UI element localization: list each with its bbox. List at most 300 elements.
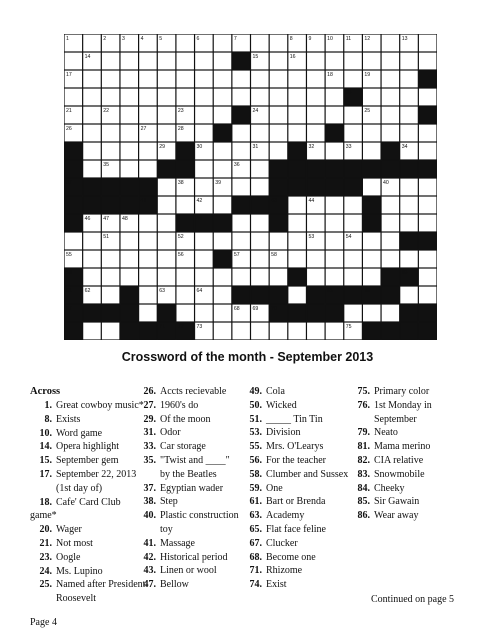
grid-cell[interactable] xyxy=(363,179,380,196)
grid-cell[interactable] xyxy=(177,197,194,214)
grid-cell[interactable] xyxy=(121,251,138,268)
cell-number: 19 xyxy=(364,72,371,79)
grid-cell[interactable] xyxy=(214,71,231,88)
grid-cell[interactable] xyxy=(121,269,138,286)
grid-cell[interactable] xyxy=(177,287,194,304)
clue-text: (1st day of) xyxy=(56,482,103,494)
clue-item xyxy=(348,495,488,509)
grid-cell[interactable] xyxy=(83,251,100,268)
grid-cell[interactable] xyxy=(382,215,399,232)
grid-cell[interactable] xyxy=(326,323,343,340)
clue-text: Exists xyxy=(56,413,81,425)
grid-cell[interactable] xyxy=(270,89,287,106)
grid-block xyxy=(307,179,324,196)
grid-block xyxy=(270,161,287,178)
grid-block xyxy=(326,161,343,178)
grid-cell[interactable] xyxy=(288,107,305,124)
clue-text: Bellow xyxy=(160,579,189,591)
grid-cell[interactable] xyxy=(419,215,436,232)
grid-cell[interactable] xyxy=(102,323,119,340)
clue-number: 82. xyxy=(357,454,370,466)
clue-text: Opera highlight xyxy=(56,441,120,453)
grid-cell[interactable] xyxy=(307,89,324,106)
grid-cell[interactable] xyxy=(288,323,305,340)
clue-item xyxy=(348,468,488,482)
grid-cell[interactable] xyxy=(382,107,399,124)
grid-cell[interactable] xyxy=(382,53,399,70)
grid-cell[interactable] xyxy=(288,215,305,232)
grid-cell[interactable] xyxy=(177,35,194,52)
grid-cell[interactable] xyxy=(83,233,100,250)
cell-number: 35 xyxy=(103,162,110,169)
grid-cell[interactable] xyxy=(214,287,231,304)
grid-cell[interactable] xyxy=(419,89,436,106)
grid-cell[interactable] xyxy=(419,35,436,52)
grid-cell[interactable] xyxy=(326,251,343,268)
grid-cell[interactable] xyxy=(344,305,361,322)
grid-cell[interactable] xyxy=(251,35,268,52)
grid-cell[interactable] xyxy=(214,233,231,250)
clue-number: 8. xyxy=(44,413,52,425)
grid-cell[interactable] xyxy=(382,71,399,88)
grid-cell[interactable] xyxy=(195,269,212,286)
clue-text: Mrs. O'Learys xyxy=(266,441,324,453)
grid-cell[interactable] xyxy=(251,215,268,232)
grid-cell[interactable] xyxy=(102,125,119,142)
cell-number: 23 xyxy=(177,108,184,115)
clue-number: 51. xyxy=(249,413,262,425)
grid-cell[interactable] xyxy=(83,71,100,88)
grid-block xyxy=(65,197,82,214)
grid-cell[interactable] xyxy=(326,143,343,160)
grid-cell[interactable] xyxy=(195,251,212,268)
grid-cell[interactable] xyxy=(288,233,305,250)
clue-number: 15. xyxy=(39,455,52,467)
grid-cell[interactable] xyxy=(102,143,119,160)
grid-block xyxy=(232,53,249,70)
grid-block xyxy=(363,161,380,178)
cell-number: 2 xyxy=(103,36,107,43)
grid-cell[interactable] xyxy=(363,269,380,286)
clue-number: 20. xyxy=(39,524,52,536)
clue-text: Cheeky xyxy=(374,482,405,494)
grid-cell[interactable] xyxy=(288,251,305,268)
clue-text: Ms. Lupino xyxy=(56,565,103,577)
grid-cell[interactable] xyxy=(400,179,417,196)
grid-cell[interactable] xyxy=(251,233,268,250)
grid-block xyxy=(65,323,82,340)
cell-number: 64 xyxy=(196,288,203,295)
grid-cell[interactable] xyxy=(121,89,138,106)
grid-cell[interactable] xyxy=(158,269,175,286)
grid-cell[interactable] xyxy=(177,305,194,322)
cell-number: 10 xyxy=(327,36,333,43)
clue-number: 79. xyxy=(357,427,370,439)
grid-cell[interactable] xyxy=(195,125,212,142)
clue-text: _____ Tin Tin xyxy=(266,413,323,425)
grid-cell[interactable] xyxy=(288,125,305,142)
cell-number: 7 xyxy=(233,36,237,43)
grid-cell[interactable] xyxy=(326,215,343,232)
grid-cell[interactable] xyxy=(158,107,175,124)
cell-number: 40 xyxy=(383,180,389,187)
grid-cell[interactable] xyxy=(251,179,268,196)
cell-number: 20 xyxy=(345,90,352,97)
grid-cell[interactable] xyxy=(270,143,287,160)
grid-cell[interactable] xyxy=(214,53,231,70)
grid-cell[interactable] xyxy=(326,233,343,250)
cell-number: 17 xyxy=(66,72,72,79)
clue-list xyxy=(0,385,495,610)
grid-cell[interactable] xyxy=(214,269,231,286)
grid-cell[interactable] xyxy=(195,107,212,124)
page-title: Crossword of the month - September 2013 xyxy=(121,350,374,364)
clue-text: Step xyxy=(160,496,178,508)
grid-cell[interactable] xyxy=(400,107,417,124)
grid-cell[interactable] xyxy=(158,71,175,88)
grid-cell[interactable] xyxy=(139,161,156,178)
clue-text: Division xyxy=(266,427,301,439)
grid-cell[interactable] xyxy=(251,89,268,106)
grid-cell[interactable] xyxy=(251,161,268,178)
clue-item xyxy=(348,440,488,454)
grid-block xyxy=(232,197,249,214)
cell-number: 70 xyxy=(271,306,277,313)
grid-cell[interactable] xyxy=(177,53,194,70)
grid-cell[interactable] xyxy=(400,197,417,214)
grid-cell[interactable] xyxy=(195,179,212,196)
grid-cell[interactable] xyxy=(102,287,119,304)
clue-text: Snowmobile xyxy=(374,468,425,480)
grid-cell[interactable] xyxy=(270,53,287,70)
grid-block xyxy=(288,161,305,178)
grid-cell[interactable] xyxy=(83,161,100,178)
grid-cell[interactable] xyxy=(326,197,343,214)
grid-cell[interactable] xyxy=(363,53,380,70)
grid-cell[interactable] xyxy=(344,269,361,286)
cell-number: 47 xyxy=(103,216,110,223)
grid-cell[interactable] xyxy=(307,125,324,142)
clue-text: Neato xyxy=(374,427,398,439)
grid-cell[interactable] xyxy=(382,125,399,142)
grid-cell[interactable] xyxy=(307,71,324,88)
grid-cell[interactable] xyxy=(270,71,287,88)
grid-cell[interactable] xyxy=(363,251,380,268)
grid-block xyxy=(382,161,399,178)
clue-item xyxy=(240,578,370,592)
grid-cell[interactable] xyxy=(307,269,324,286)
grid-cell[interactable] xyxy=(214,143,231,160)
grid-cell[interactable] xyxy=(232,215,249,232)
cell-number: 41 xyxy=(140,198,147,205)
cell-number: 71 xyxy=(159,324,166,331)
grid-cell[interactable] xyxy=(251,251,268,268)
grid-cell[interactable] xyxy=(419,143,436,160)
grid-cell[interactable] xyxy=(139,89,156,106)
grid-cell[interactable] xyxy=(102,53,119,70)
grid-cell[interactable] xyxy=(288,71,305,88)
grid-cell[interactable] xyxy=(270,125,287,142)
grid-cell[interactable] xyxy=(83,323,100,340)
grid-cell[interactable] xyxy=(214,305,231,322)
grid-cell[interactable] xyxy=(326,89,343,106)
grid-cell[interactable] xyxy=(139,233,156,250)
grid-cell[interactable] xyxy=(177,89,194,106)
grid-cell[interactable] xyxy=(65,233,82,250)
grid-cell[interactable] xyxy=(139,143,156,160)
clue-number: 53. xyxy=(249,427,262,439)
clue-text: Roosevelt xyxy=(56,593,96,605)
clue-number: 10. xyxy=(39,427,52,439)
grid-block xyxy=(83,305,100,322)
grid-cell[interactable] xyxy=(139,287,156,304)
grid-cell[interactable] xyxy=(307,323,324,340)
grid-cell[interactable] xyxy=(419,197,436,214)
clue-item xyxy=(240,551,370,565)
grid-cell[interactable] xyxy=(270,35,287,52)
grid-cell[interactable] xyxy=(382,233,399,250)
grid-cell[interactable] xyxy=(102,269,119,286)
grid-cell[interactable] xyxy=(214,197,231,214)
grid-cell[interactable] xyxy=(139,251,156,268)
grid-cell[interactable] xyxy=(419,125,436,142)
grid-cell[interactable] xyxy=(102,71,119,88)
grid-cell[interactable] xyxy=(419,287,436,304)
grid-cell[interactable] xyxy=(382,251,399,268)
grid-cell[interactable] xyxy=(382,305,399,322)
grid-block xyxy=(214,125,231,142)
grid-cell[interactable] xyxy=(139,269,156,286)
grid-cell[interactable] xyxy=(195,89,212,106)
grid-cell[interactable] xyxy=(195,305,212,322)
grid-block xyxy=(214,251,231,268)
grid-block xyxy=(177,143,194,160)
grid-block xyxy=(326,125,343,142)
grid-cell[interactable] xyxy=(158,251,175,268)
grid-cell[interactable] xyxy=(232,125,249,142)
grid-cell[interactable] xyxy=(400,71,417,88)
grid-cell[interactable] xyxy=(158,53,175,70)
clue-number: 55. xyxy=(249,441,262,453)
grid-cell[interactable] xyxy=(344,197,361,214)
grid-cell[interactable] xyxy=(195,53,212,70)
grid-cell[interactable] xyxy=(65,53,82,70)
grid-cell[interactable] xyxy=(214,107,231,124)
grid-cell[interactable] xyxy=(83,107,100,124)
grid-cell[interactable] xyxy=(195,233,212,250)
grid-cell[interactable] xyxy=(177,269,194,286)
grid-cell[interactable] xyxy=(270,269,287,286)
grid-cell[interactable] xyxy=(382,35,399,52)
grid-cell[interactable] xyxy=(363,233,380,250)
grid-cell[interactable] xyxy=(158,233,175,250)
grid-cell[interactable] xyxy=(139,107,156,124)
clue-number: 42. xyxy=(143,551,156,563)
grid-cell[interactable] xyxy=(419,269,436,286)
grid-cell[interactable] xyxy=(400,89,417,106)
clue-text: Word game xyxy=(56,427,103,439)
grid-cell[interactable] xyxy=(400,251,417,268)
grid-cell[interactable] xyxy=(195,161,212,178)
grid-cell[interactable] xyxy=(382,89,399,106)
grid-block xyxy=(121,197,138,214)
cell-number: 42 xyxy=(196,198,203,205)
clue-number: 86. xyxy=(357,510,370,522)
grid-cell[interactable] xyxy=(363,125,380,142)
grid-cell[interactable] xyxy=(400,215,417,232)
grid-cell[interactable] xyxy=(344,215,361,232)
grid-cell[interactable] xyxy=(307,215,324,232)
cell-number: 11 xyxy=(345,36,352,43)
grid-cell[interactable] xyxy=(158,197,175,214)
grid-cell[interactable] xyxy=(214,323,231,340)
grid-cell[interactable] xyxy=(251,269,268,286)
grid-cell[interactable] xyxy=(158,215,175,232)
grid-cell[interactable] xyxy=(251,323,268,340)
cell-number: 60 xyxy=(401,270,408,277)
grid-cell[interactable] xyxy=(121,143,138,160)
clue-number: 61. xyxy=(249,496,262,508)
grid-cell[interactable] xyxy=(102,251,119,268)
grid-cell[interactable] xyxy=(400,125,417,142)
grid-cell[interactable] xyxy=(83,269,100,286)
grid-cell[interactable] xyxy=(326,269,343,286)
grid-cell[interactable] xyxy=(121,71,138,88)
grid-cell[interactable] xyxy=(121,107,138,124)
grid-block xyxy=(419,323,436,340)
cell-number: 69 xyxy=(252,306,259,313)
grid-cell[interactable] xyxy=(251,71,268,88)
clue-text: Plastic construction xyxy=(160,510,239,522)
grid-cell[interactable] xyxy=(419,179,436,196)
clue-number: 56. xyxy=(249,454,262,466)
grid-cell[interactable] xyxy=(65,89,82,106)
cell-number: 36 xyxy=(233,162,240,169)
grid-cell[interactable] xyxy=(139,71,156,88)
grid-block xyxy=(65,143,82,160)
grid-cell[interactable] xyxy=(158,89,175,106)
grid-cell[interactable] xyxy=(344,53,361,70)
grid-cell[interactable] xyxy=(102,89,119,106)
clue-number: 41. xyxy=(143,537,156,549)
grid-block xyxy=(270,179,287,196)
clue-text: Of the moon xyxy=(160,413,211,425)
grid-cell[interactable] xyxy=(121,125,138,142)
grid-cell[interactable] xyxy=(139,215,156,232)
grid-cell[interactable] xyxy=(214,161,231,178)
clue-text: "Twist and ____" xyxy=(160,454,230,466)
grid-cell[interactable] xyxy=(232,179,249,196)
clue-number: 76. xyxy=(357,399,370,411)
grid-cell[interactable] xyxy=(232,233,249,250)
grid-cell[interactable] xyxy=(83,125,100,142)
cell-number: 34 xyxy=(401,144,408,151)
grid-cell[interactable] xyxy=(83,35,100,52)
grid-cell[interactable] xyxy=(307,53,324,70)
grid-cell[interactable] xyxy=(83,143,100,160)
grid-block xyxy=(288,305,305,322)
grid-cell[interactable] xyxy=(270,233,287,250)
clue-text: Clucker xyxy=(266,537,298,549)
grid-cell[interactable] xyxy=(326,107,343,124)
grid-cell[interactable] xyxy=(363,89,380,106)
grid-cell[interactable] xyxy=(177,71,194,88)
grid-cell[interactable] xyxy=(83,89,100,106)
grid-cell[interactable] xyxy=(139,53,156,70)
clue-number: 67. xyxy=(249,537,262,549)
grid-cell[interactable] xyxy=(288,287,305,304)
clue-item xyxy=(240,564,370,578)
grid-cell[interactable] xyxy=(419,251,436,268)
clue-number: 81. xyxy=(357,441,370,453)
clue-number: 29. xyxy=(143,413,156,425)
cell-number: 53 xyxy=(308,234,315,241)
clue-text: September gem xyxy=(56,455,119,467)
grid-cell[interactable] xyxy=(400,53,417,70)
grid-cell[interactable] xyxy=(270,323,287,340)
grid-cell[interactable] xyxy=(344,71,361,88)
clue-number: 24. xyxy=(39,565,52,577)
clue-text: Cola xyxy=(266,386,285,397)
cell-number: 26 xyxy=(66,126,72,133)
grid-cell[interactable] xyxy=(307,107,324,124)
grid-cell[interactable] xyxy=(158,125,175,142)
grid-cell[interactable] xyxy=(288,197,305,214)
cell-number: 33 xyxy=(345,144,352,151)
grid-cell[interactable] xyxy=(139,305,156,322)
grid-cell[interactable] xyxy=(195,71,212,88)
grid-block xyxy=(214,215,231,232)
grid-cell[interactable] xyxy=(121,53,138,70)
grid-cell[interactable] xyxy=(344,107,361,124)
grid-cell[interactable] xyxy=(251,125,268,142)
clue-number: 35. xyxy=(143,454,156,466)
grid-cell[interactable] xyxy=(363,305,380,322)
grid-cell[interactable] xyxy=(419,53,436,70)
cell-number: 48 xyxy=(121,216,128,223)
grid-cell[interactable] xyxy=(232,89,249,106)
grid-cell[interactable] xyxy=(232,323,249,340)
grid-cell[interactable] xyxy=(121,233,138,250)
clue-number: 71. xyxy=(249,565,262,577)
grid-cell[interactable] xyxy=(121,161,138,178)
grid-cell[interactable] xyxy=(326,53,343,70)
grid-block xyxy=(326,179,343,196)
grid-cell[interactable] xyxy=(307,251,324,268)
grid-cell[interactable] xyxy=(288,89,305,106)
grid-cell[interactable] xyxy=(400,287,417,304)
grid-cell[interactable] xyxy=(382,197,399,214)
cell-number: 13 xyxy=(401,36,408,43)
grid-cell[interactable] xyxy=(232,143,249,160)
grid-cell[interactable] xyxy=(344,125,361,142)
grid-cell[interactable] xyxy=(344,251,361,268)
grid-cell[interactable] xyxy=(232,269,249,286)
grid-cell[interactable] xyxy=(270,107,287,124)
clue-number: 49. xyxy=(249,386,262,397)
clue-text: Wicked xyxy=(266,399,297,411)
clue-text: Historical period xyxy=(160,551,228,563)
cell-number: 32 xyxy=(308,144,315,151)
grid-cell[interactable] xyxy=(232,71,249,88)
grid-cell[interactable] xyxy=(158,179,175,196)
grid-cell[interactable] xyxy=(363,143,380,160)
cell-number: 75 xyxy=(345,324,352,331)
cell-number: 5 xyxy=(159,36,163,43)
clue-text: 1st Monday in xyxy=(374,399,432,411)
grid-cell[interactable] xyxy=(214,89,231,106)
grid-cell[interactable] xyxy=(214,35,231,52)
